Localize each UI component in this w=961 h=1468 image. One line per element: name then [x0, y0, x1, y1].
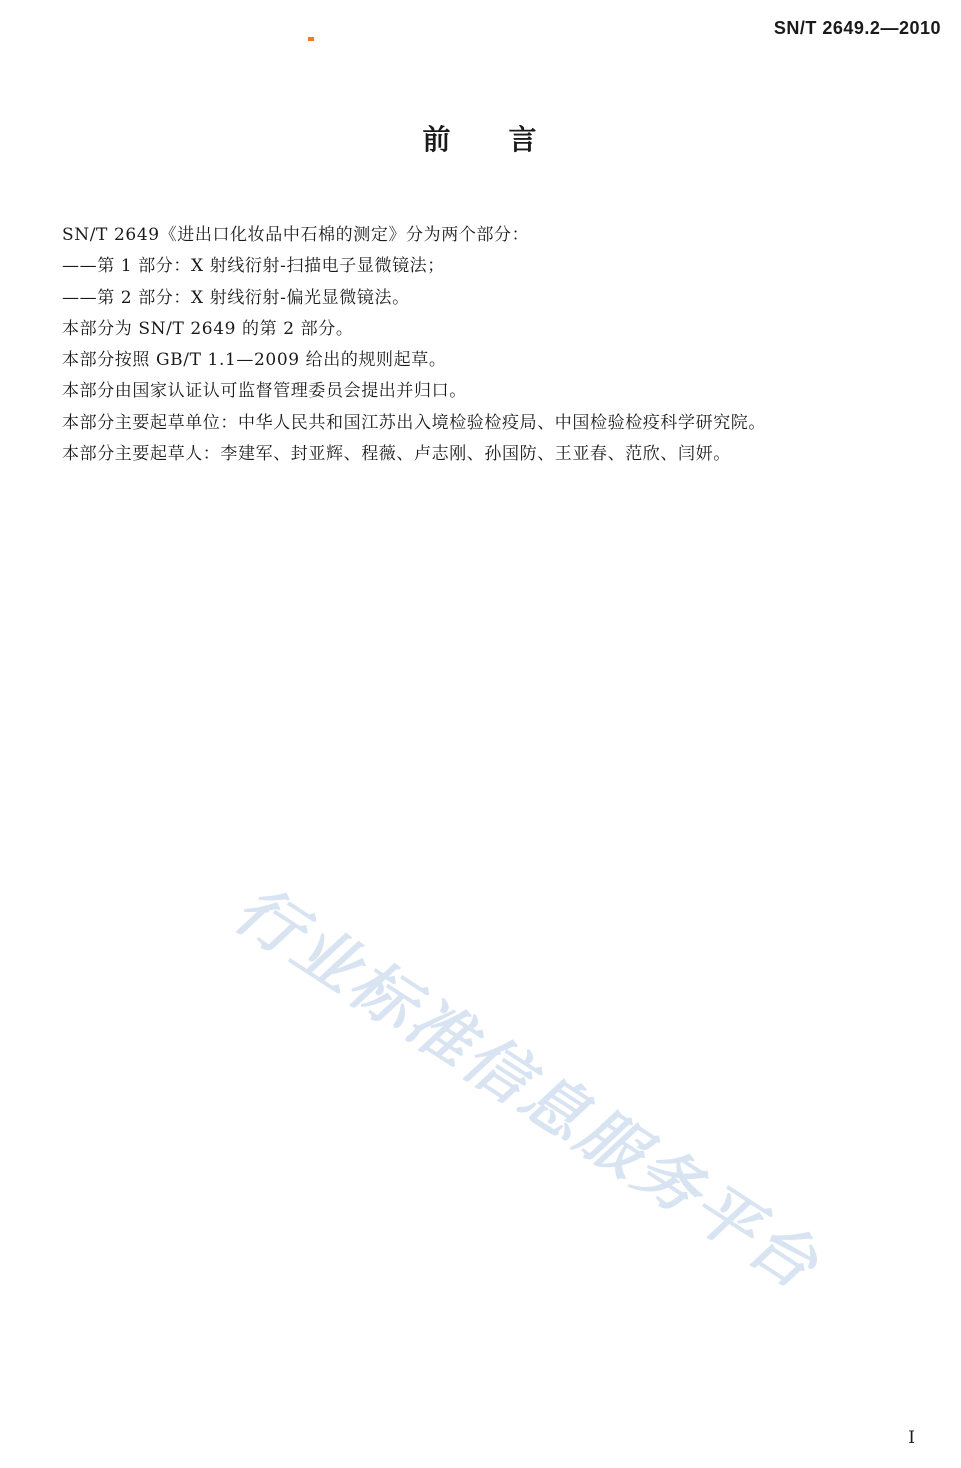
paragraph: SN/T 2649《进出口化妆品中石棉的测定》分为两个部分：	[62, 225, 530, 245]
standard-code: SN/T 2649.2—2010	[773, 18, 941, 38]
paragraph: 本部分按照 GB/T 1.1—2009 给出的规则起草。	[62, 350, 447, 371]
paragraph: 本部分主要起草单位：中华人民共和国江苏出入境检验检疫局、中国检验检疫科学研究院。	[62, 412, 766, 433]
watermark: 行业标准信息服务平台	[221, 872, 833, 1305]
paragraph: ——第 2 部分：X 射线衍射-偏光显微镜法。	[62, 287, 410, 308]
orange-mark	[308, 37, 314, 41]
foreword-body	[62, 220, 942, 470]
title-char-1: 前	[422, 123, 453, 156]
paragraph: 本部分为 SN/T 2649 的第 2 部分。	[62, 318, 354, 339]
paragraph: ——第 1 部分：X 射线衍射-扫描电子显微镜法；	[62, 256, 445, 277]
page-title	[0, 118, 961, 158]
paragraph: 本部分由国家认证认可监督管理委员会提出并归口。	[62, 381, 467, 402]
page-number: I	[908, 1428, 915, 1448]
paragraph: 本部分主要起草人：李建军、封亚辉、程薇、卢志刚、孙国防、王亚春、范欣、闫妍。	[62, 444, 731, 465]
title-char-2: 言	[508, 123, 539, 156]
